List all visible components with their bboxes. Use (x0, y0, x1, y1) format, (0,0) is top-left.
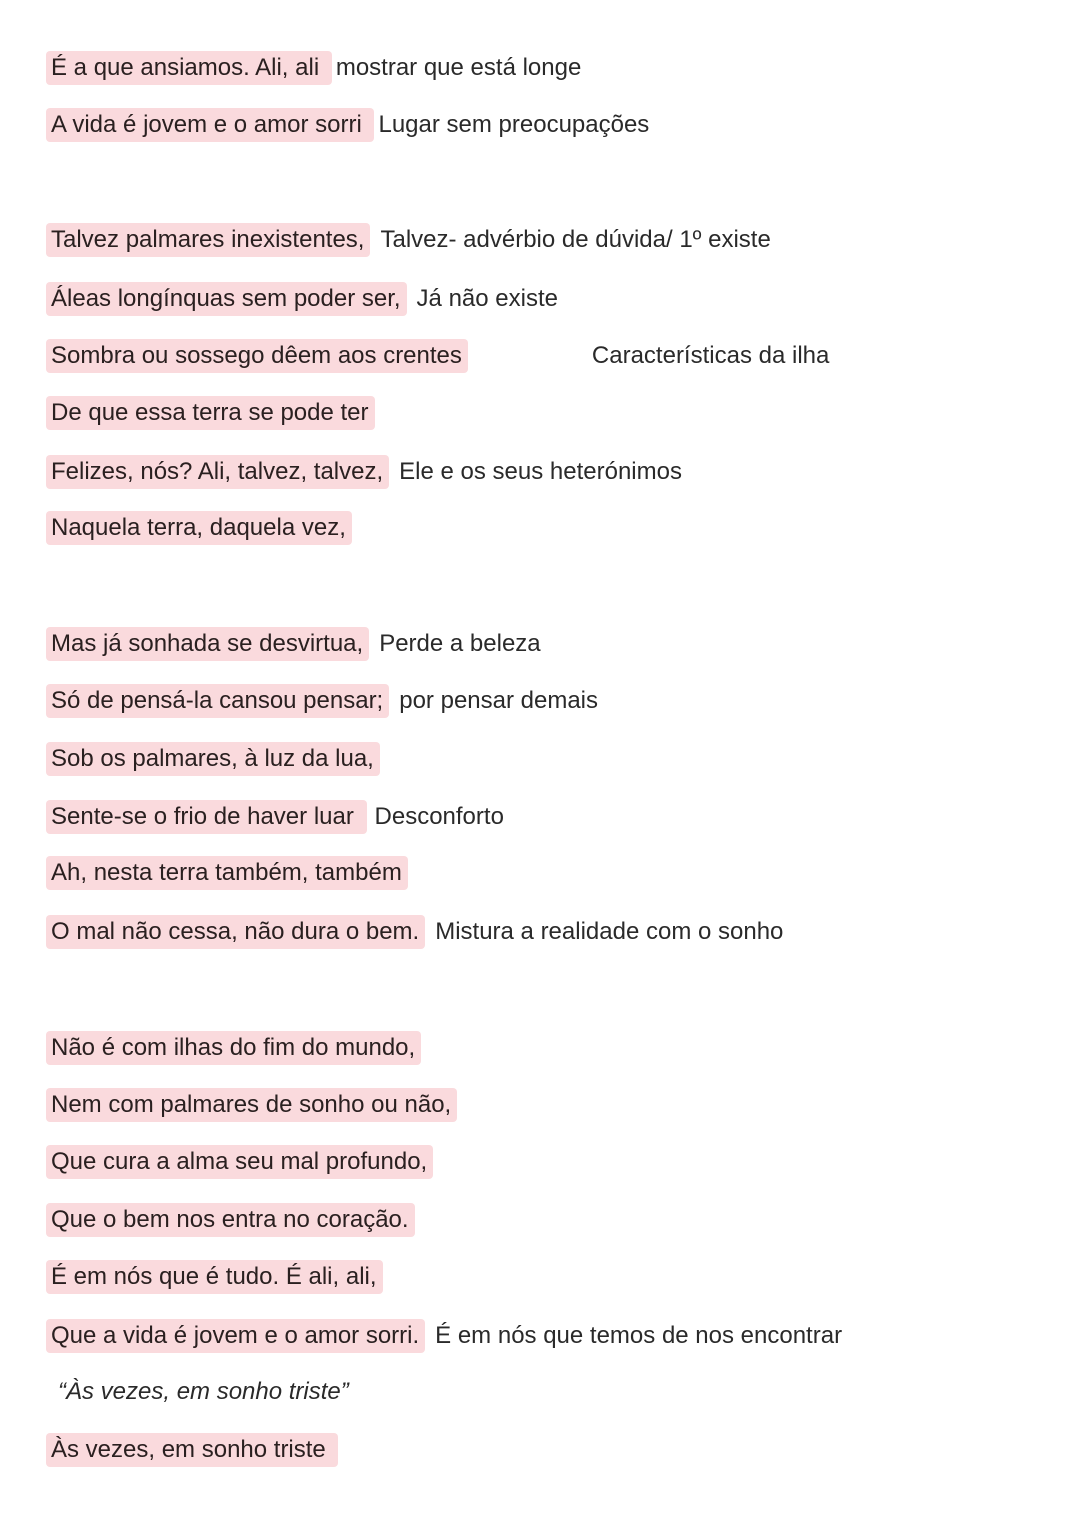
annotation-note: Já não existe (416, 285, 558, 312)
verse-line (46, 626, 541, 662)
highlighted-verse: Não é com ilhas do fim do mundo, (46, 1031, 421, 1065)
highlighted-verse: Só de pensá-la cansou pensar; (46, 684, 389, 718)
annotation-note: Características da ilha (591, 342, 830, 369)
highlighted-verse: Sob os palmares, à luz da lua, (46, 742, 380, 776)
highlighted-verse: Sombra ou sossego dêem aos crentes (46, 339, 468, 373)
verse-line (46, 914, 783, 950)
verse-line (46, 1318, 842, 1354)
highlighted-verse: Ah, nesta terra também, também (46, 856, 408, 890)
verse-line (46, 281, 558, 317)
annotation-note: Desconforto (374, 803, 504, 830)
verse-line (46, 1030, 421, 1066)
poem-title: “Às vezes, em sonho triste” (58, 1378, 349, 1405)
verse-line (46, 855, 408, 891)
verse-line (46, 1087, 457, 1123)
highlighted-verse: Que a vida é jovem e o amor sorri. (46, 1319, 425, 1353)
annotation-note: É em nós que temos de nos encontrar (435, 1322, 843, 1349)
annotation-note: Perde a beleza (379, 630, 541, 657)
verse-line (46, 222, 771, 258)
verse-line (46, 50, 581, 86)
highlighted-verse: Talvez palmares inexistentes, (46, 223, 370, 257)
annotation-note: Talvez- advérbio de dúvida/ 1º existe (380, 226, 771, 253)
highlighted-verse: Que cura a alma seu mal profundo, (46, 1145, 433, 1179)
verse-line (46, 1259, 383, 1295)
highlighted-verse: A vida é jovem e o amor sorri (46, 108, 374, 142)
annotation-note: por pensar demais (399, 687, 599, 714)
highlighted-verse: É em nós que é tudo. É ali, ali, (46, 1260, 383, 1294)
annotation-note: Mistura a realidade com o sonho (435, 918, 784, 945)
highlighted-verse: De que essa terra se pode ter (46, 396, 375, 430)
highlighted-verse: Felizes, nós? Ali, talvez, talvez, (46, 455, 389, 489)
highlighted-verse: Áleas longínquas sem poder ser, (46, 282, 407, 316)
highlighted-verse: Naquela terra, daquela vez, (46, 511, 352, 545)
annotation-note: mostrar que está longe (335, 54, 582, 81)
verse-line (46, 454, 682, 490)
verse-line (46, 1144, 433, 1180)
highlighted-verse: É a que ansiamos. Ali, ali (46, 51, 332, 85)
verse-line (46, 1202, 415, 1238)
verse-line (46, 741, 380, 777)
highlighted-verse: Nem com palmares de sonho ou não, (46, 1088, 457, 1122)
annotation-note: Lugar sem preocupações (378, 111, 650, 138)
verse-line (46, 799, 504, 835)
highlighted-verse: Sente-se o frio de haver luar (46, 800, 367, 834)
highlighted-verse: Às vezes, em sonho triste (46, 1433, 338, 1467)
highlighted-verse: Mas já sonhada se desvirtua, (46, 627, 369, 661)
verse-line (46, 395, 375, 431)
verse-line (46, 683, 598, 719)
annotation-note: Ele e os seus heterónimos (399, 458, 682, 485)
verse-line (46, 338, 829, 374)
verse-line (46, 510, 352, 546)
highlighted-verse: Que o bem nos entra no coração. (46, 1203, 415, 1237)
highlighted-verse: O mal não cessa, não dura o bem. (46, 915, 425, 949)
verse-line (46, 1432, 338, 1468)
verse-line (46, 107, 649, 143)
